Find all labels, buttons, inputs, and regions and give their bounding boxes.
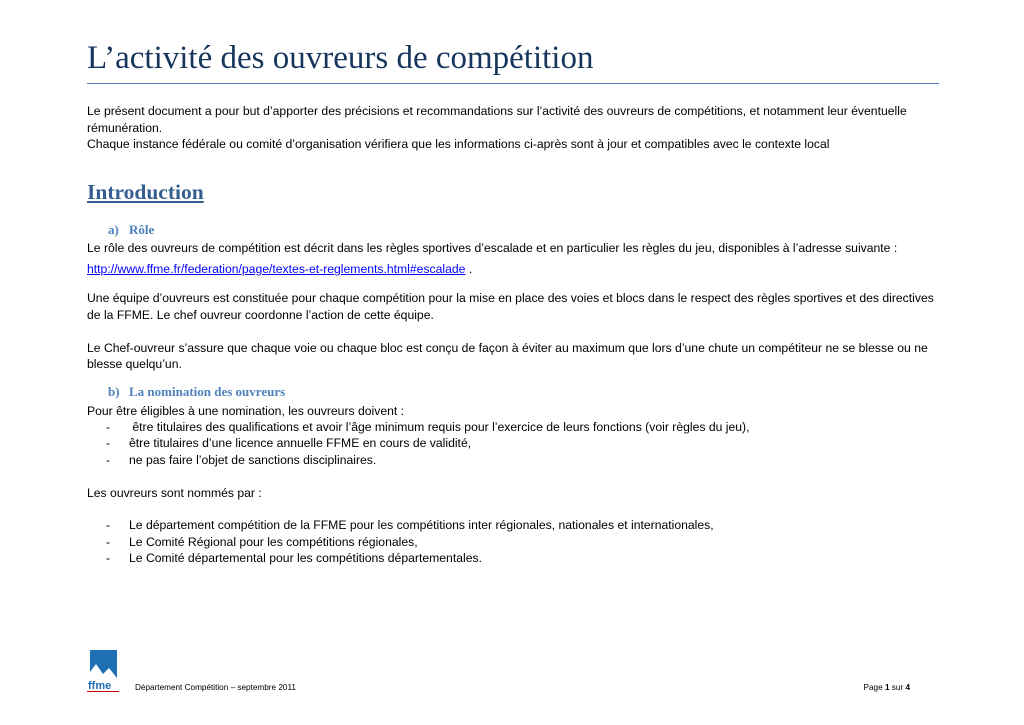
ffme-logo bbox=[87, 648, 119, 692]
subheading-text: La nomination des ouvreurs bbox=[129, 384, 286, 399]
subheading-nomination bbox=[108, 384, 285, 400]
link-suffix: . bbox=[465, 262, 473, 276]
list-item-text: Le Comité Régional pour les compétitions régionales, bbox=[129, 535, 418, 549]
regulations-link[interactable]: http://www.ffme.fr/federation/page/textes-et-reglements.html#escalade bbox=[87, 262, 466, 276]
page-label: Page bbox=[863, 683, 885, 692]
bullet-dash: - bbox=[106, 453, 111, 467]
subheading-text: Rôle bbox=[129, 222, 155, 237]
list-item-text: Le département compétition de la FFME pour les compétitions inter régionales, nationales et internationales, bbox=[129, 518, 714, 532]
list-item bbox=[106, 534, 418, 551]
chief-para-line-2: blesse quelqu’un. bbox=[87, 357, 182, 371]
list-item-text: ne pas faire l’objet de sanctions disciplinaires. bbox=[129, 453, 377, 467]
bullet-dash: - bbox=[106, 436, 111, 450]
intro-line-3: Chaque instance fédérale ou comité d’organisation vérifiera que les informations ci-après sont à jour et compatibles avec le contexte local bbox=[87, 137, 830, 151]
team-para-line-2: de la FFME. Le chef ouvreur coordonne l’action de cette équipe. bbox=[87, 308, 434, 322]
subheading-number: b) bbox=[108, 384, 120, 399]
list-item bbox=[106, 435, 471, 452]
bullet-dash: - bbox=[106, 551, 111, 565]
list-item-text: Le Comité départemental pour les compétitions départementales. bbox=[129, 551, 482, 565]
named-by-lead: Les ouvreurs sont nommés par : bbox=[87, 486, 262, 500]
section-heading-introduction: Introduction bbox=[87, 180, 204, 204]
logo-text: ffme bbox=[88, 680, 112, 692]
intro-line-2: rémunération. bbox=[87, 121, 163, 135]
intro-line-1: Le présent document a pour but d’apporter des précisions et recommandations sur l’activité des ouvreurs de compétitions, et notamment leur éventuelle bbox=[87, 104, 907, 118]
footer-page-number bbox=[864, 683, 910, 692]
logo-mountain-shape bbox=[90, 650, 117, 678]
page-title: L’activité des ouvreurs de compétition bbox=[87, 40, 594, 76]
chief-para-line-1: Le Chef-ouvreur s’assure que chaque voie ou chaque bloc est conçu de façon à éviter au maximum que lors d’une chute un compétiteur ne se blesse ou ne bbox=[87, 341, 928, 355]
title-rule bbox=[87, 83, 939, 84]
page-total: 4 bbox=[905, 683, 910, 692]
bullet-dash: - bbox=[106, 420, 111, 434]
page-current: 1 bbox=[884, 683, 890, 692]
bullet-dash: - bbox=[106, 535, 111, 549]
list-item-text: être titulaires d’une licence annuelle FFME en cours de validité, bbox=[129, 436, 472, 450]
list-item bbox=[106, 550, 482, 567]
list-item bbox=[106, 517, 714, 534]
role-text: Le rôle des ouvreurs de compétition est décrit dans les règles sportives d’escalade et en particulier les règles du jeu, disponibles à l’adresse suivante : bbox=[87, 241, 898, 255]
subheading-number: a) bbox=[108, 222, 119, 237]
page-sep: sur bbox=[889, 683, 906, 692]
list-item bbox=[106, 452, 376, 469]
footer-left: Département Compétition – septembre 2011 bbox=[135, 683, 296, 692]
role-link-line bbox=[87, 261, 472, 278]
list-item-text: être titulaires des qualifications et avoir l’âge minimum requis pour l’exercice de leurs fonctions (voir règles du jeu), bbox=[129, 420, 750, 434]
subheading-role bbox=[108, 222, 154, 238]
list-item bbox=[106, 419, 750, 436]
team-para-line-1: Une équipe d’ouvreurs est constituée pour chaque compétition pour la mise en place des voies et blocs dans le respect des règles sportives et des directives bbox=[87, 291, 934, 305]
bullet-dash: - bbox=[106, 518, 111, 532]
eligibility-lead: Pour être éligibles à une nomination, les ouvreurs doivent : bbox=[87, 404, 405, 418]
